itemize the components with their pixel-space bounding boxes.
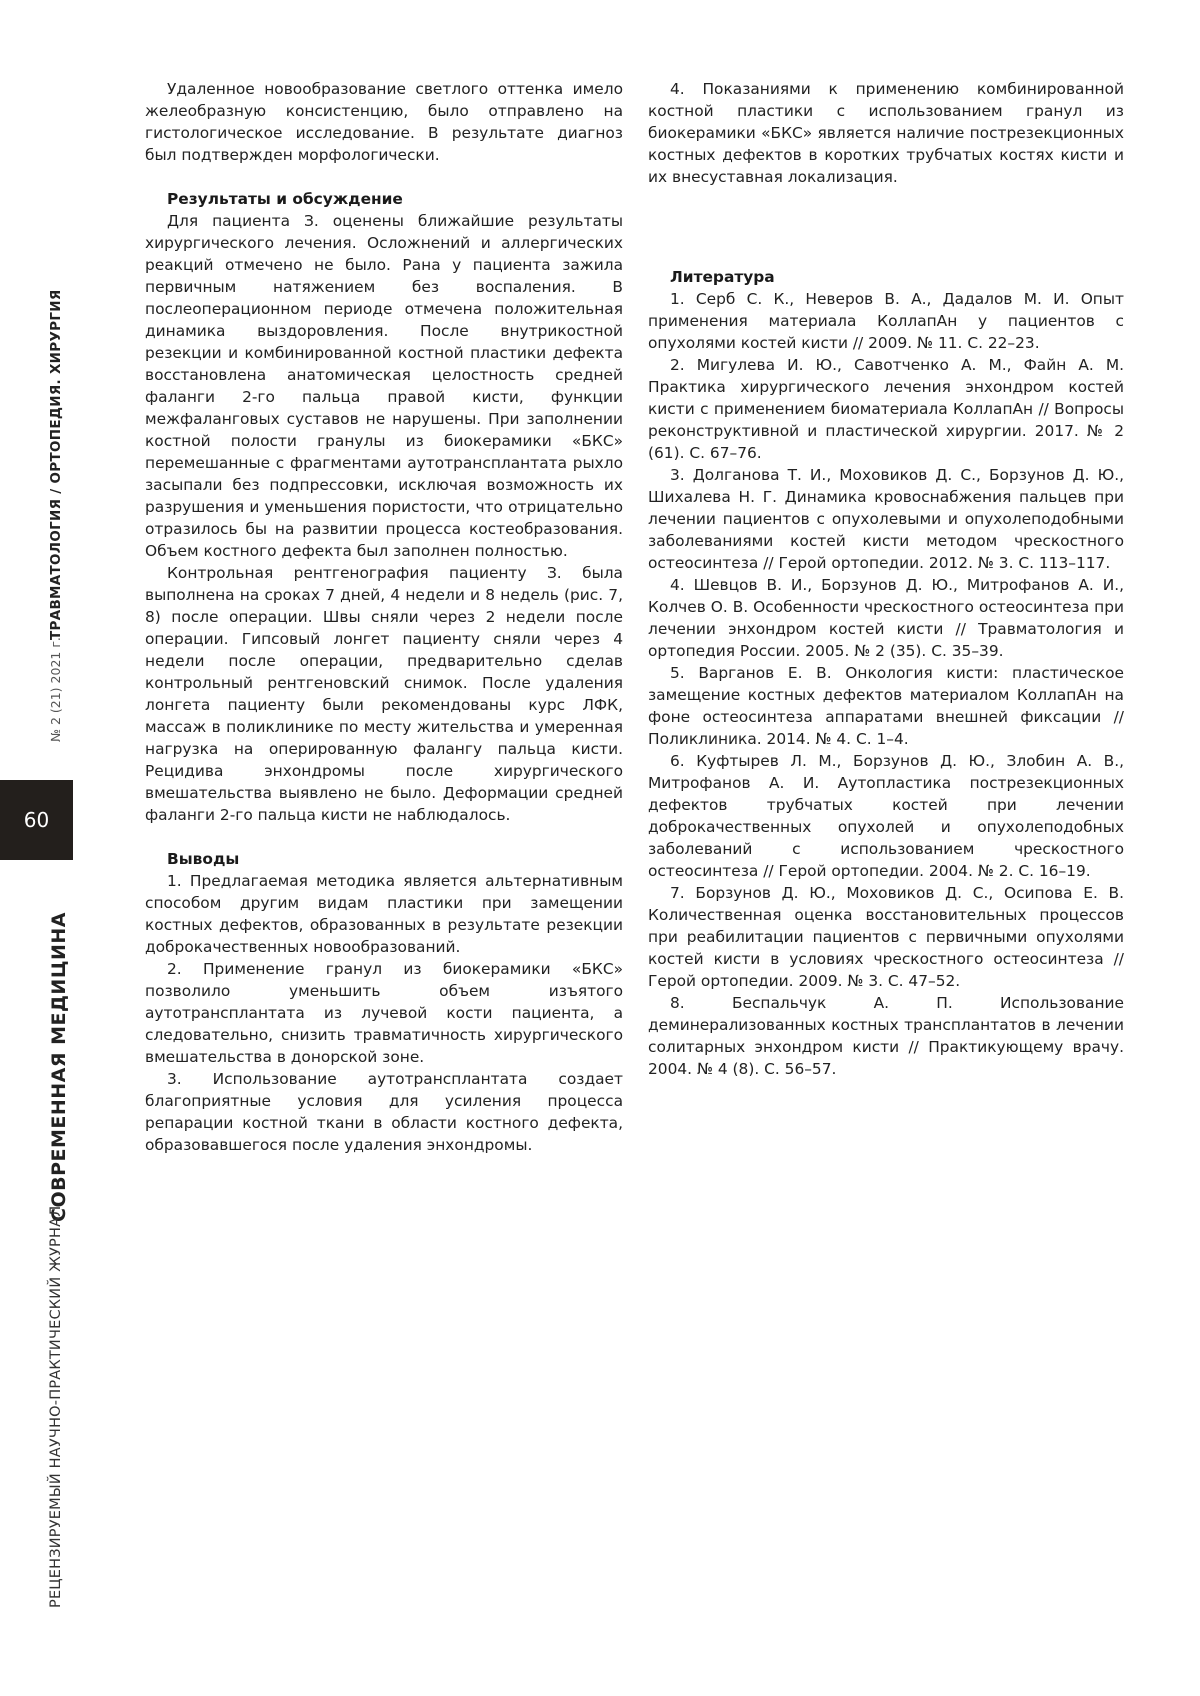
- journal-subtitle: РЕЦЕНЗИРУЕМЫЙ НАУЧНО-ПРАКТИЧЕСКИЙ ЖУРНАЛ: [48, 1205, 64, 1608]
- issue-label: № 2 (21) 2021 г.: [48, 637, 63, 742]
- reference-item: 7. Борзунов Д. Ю., Моховиков Д. С., Осипова Е. В. Количественная оценка восстановительных процессов при реабилитации пациентов с первичными опухолями костей кисти в условиях чрескостного остеосинтеза // Герой ортопедии. 2009. № 3. С. 47–52.: [648, 884, 1124, 990]
- page-number-badge: [0, 780, 73, 860]
- conclusion-item: 4. Показаниями к применению комбинированной костной пластики с использованием гранул из биокерамики «БКС» является наличие пострезекционных костных дефектов в коротких трубчатых костях кисти и их внесуставная локализация.: [648, 80, 1124, 186]
- section-label: ТРАВМАТОЛОГИЯ / ОРТОПЕДИЯ. ХИРУРГИЯ: [48, 289, 64, 640]
- conclusions-heading: Выводы: [167, 850, 240, 868]
- conclusion-item: 2. Применение гранул из биокерамики «БКС» позволило уменьшить объем изъятого аутотрансплантата из лучевой кости пациента, а следовательно, снизить травматичность хирургического вмешательства в донорской зоне.: [145, 960, 623, 1066]
- results-paragraph: Контрольная рентгенография пациенту З. была выполнена на сроках 7 дней, 4 недели и 8 недель (рис. 7, 8) после операции. Швы сняли через 2 недели после операции. Гипсовый лонгет пациенту сняли через 4 недели после операции, предварительно сделав контрольный рентгеновский снимок. После удаления лонгета пациенту были рекомендованы курс ЛФК, массаж в поликлинике по месту жительства и умеренная нагрузка на оперированную фалангу пальца кисти. Рецидива энхондромы после хирургического вмешательства выявлено не было. Деформации средней фаланги 2-го пальца кисти не наблюдалось.: [145, 564, 623, 824]
- conclusion-item: 3. Использование аутотрансплантата создает благоприятные условия для усиления процесса репарации костной ткани в области костного дефекта, образовавшегося после удаления энхондромы.: [145, 1070, 623, 1154]
- results-heading: Результаты и обсуждение: [167, 190, 403, 208]
- reference-item: 1. Серб С. К., Неверов В. А., Дадалов М. И. Опыт применения материала КоллапАн у пациентов с опухолями костей кисти // 2009. № 11. С. 22–23.: [648, 290, 1124, 352]
- left-column: [145, 78, 623, 1156]
- journal-title: СОВРЕМЕННАЯ МЕДИЦИНА: [48, 912, 70, 1222]
- results-paragraph: Для пациента З. оценены ближайшие результаты хирургического лечения. Осложнений и аллергических реакций отмечено не было. Рана у пациента зажила первичным натяжением без воспаления. В послеоперационном периоде отмечена положительная динамика выздоровления. После внутрикостной резекции и комбинированной костной пластики дефекта восстановлена анатомическая целостность средней фаланги 2-го пальца правой кисти, функции межфаланговых суставов не нарушены. При заполнении костной полости гранулы из биокерамики «БКС» перемешанные с фрагментами аутотрансплантата рыхло засыпали без подпрессовки, исключая возможность их разрушения и уменьшения пористости, что отрицательно отразилось бы на развитии процесса костеобразования. Объем костного дефекта был заполнен полностью.: [145, 212, 623, 560]
- intro-paragraph: Удаленное новообразование светлого оттенка имело желеобразную консистенцию, было отправлено на гистологическое исследование. В результате диагноз был подтвержден морфологически.: [145, 80, 623, 164]
- references-list: [648, 288, 1124, 1080]
- right-column: [648, 78, 1124, 1080]
- references-heading: Литература: [670, 268, 775, 286]
- reference-item: 3. Долганова Т. И., Моховиков Д. С., Борзунов Д. Ю., Шихалева Н. Г. Динамика кровоснабжения пальцев при лечении пациентов с опухолевыми и опухолеподобными заболеваниями костей кисти методом чрескостного остеосинтеза // Герой ортопедии. 2012. № 3. С. 113–117.: [648, 466, 1124, 572]
- reference-item: 5. Варганов Е. В. Онкология кисти: пластическое замещение костных дефектов материалом КоллапАн на фоне остеосинтеза аппаратами внешней фиксации // Поликлиника. 2014. № 4. С. 1–4.: [648, 664, 1124, 748]
- conclusion-item: 1. Предлагаемая методика является альтернативным способом другим видам пластики при замещении костных дефектов, образованных в результате резекции доброкачественных новообразований.: [145, 872, 623, 956]
- page-number: 60: [23, 808, 50, 832]
- reference-item: 4. Шевцов В. И., Борзунов Д. Ю., Митрофанов А. И., Колчев О. В. Особенности чрескостного остеосинтеза при лечении энхондром костей кисти // Травматология и ортопедия России. 2005. № 2 (35). С. 35–39.: [648, 576, 1124, 660]
- reference-item: 6. Куфтырев Л. М., Борзунов Д. Ю., Злобин А. В., Митрофанов А. И. Аутопластика пострезекционных дефектов трубчатых костей при лечении доброкачественных опухолей и опухолеподобных заболеваний с использованием чрескостного остеосинтеза // Герой ортопедии. 2004. № 2. С. 16–19.: [648, 752, 1124, 880]
- reference-item: 8. Беспальчук А. П. Использование деминерализованных костных трансплантатов в лечении солитарных энхондром кисти // Практикующему врачу. 2004. № 4 (8). С. 56–57.: [648, 994, 1124, 1078]
- reference-item: 2. Мигулева И. Ю., Савотченко А. М., Файн А. М. Практика хирургического лечения энхондром костей кисти с применением биоматериала КоллапАн // Вопросы реконструктивной и пластической хирургии. 2017. № 2 (61). С. 67–76.: [648, 356, 1124, 462]
